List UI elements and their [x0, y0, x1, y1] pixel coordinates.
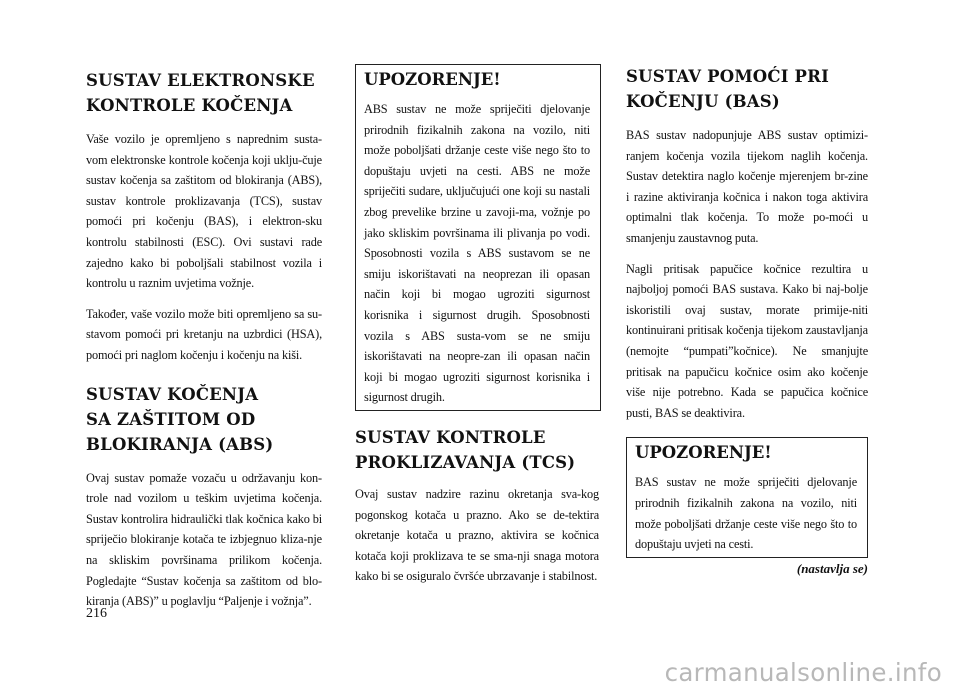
paragraph: BAS sustav nadopunjuje ABS sustav optimizi-ranjem kočenja vozila tijekom naglih kočenja. Sustav detektira naglo kočenje mjerenjem br-zine i razine aktiviranja kočnica i nakon toga aktivira optimalni tlak kočenja. To može po-moći u smanjenju zaustavnog puta. [626, 128, 868, 245]
column-left [86, 68, 322, 612]
heading-electronic-brake-control: SUSTAV ELEKTRONSKE KONTROLE KOČENJA [86, 71, 315, 115]
paragraph: Ovaj sustav pomaže vozaču u održavanju kon-trole nad vozilom u teškim uvjetima kočenja. Sustav kontrolira hidraulički tlak kočnica kako bi spriječio blokiranje kotača te izbjegnuo kliza-nje na skliskim površinama prilikom kočenja. Pogledajte “Sustav kočenja sa zaštitom od blo-kiranja (ABS)” u poglavlju “Paljenje i vožnja”. [86, 470, 322, 609]
heading-bas: SUSTAV POMOĆI PRI KOČENJU (BAS) [626, 67, 829, 111]
paragraph: Također, vaše vozilo može biti opremljeno sa su-stavom pomoći pri kretanju na uzbrdici (HSA), pomoći pri naglom kočenju i kočenju na kiši. [86, 306, 322, 362]
column-middle [355, 64, 601, 587]
heading-abs: SUSTAV KOČENJA SA ZAŠTITOM OD BLOKIRANJA (ABS) [86, 384, 274, 454]
paragraph: Vaše vozilo je opremljeno s naprednim susta-vom elektronske kontrole kočenja koji uklju-čuje sustav kočenja sa zaštitom od blokiranja (ABS), sustav kontrole proklizavanja (TCS), sustav pomoći pri kočenju (BAS), i elektron-sku kontrolu stabilnosti (ESC). Ovi sustavi rade zajedno kako bi poboljšali stabilnost vozila i kontrolu u raznim uvjetima vožnje. [86, 132, 322, 291]
warning-box-bas [626, 437, 868, 557]
continued-note: (nastavlja se) [796, 560, 868, 576]
warning-text: BAS sustav ne može spriječiti djelovanje prirodnih fizikalnih zakona na vozilo, niti može poboljšati držanje ceste više nego što to dopuštaju uvjeti na cesti. [635, 475, 857, 552]
warning-title: UPOZORENJE! [364, 70, 501, 89]
warning-title: UPOZORENJE! [635, 443, 772, 463]
paragraph: Ovaj sustav nadzire razinu okretanja sva-kog pogonskog kotača u prazno. Ako se de-tektira okretanje kotača u prazno, aktivira se kočnica kotača koji proklizava te se sma-nji snaga motora kako bi se osiguralo čvršće ubrzavanje i stabilnost. [355, 486, 599, 584]
column-right [626, 64, 868, 577]
warning-box-abs [355, 64, 601, 411]
warning-text: ABS sustav ne može spriječiti djelovanje prirodnih fizikalnih zakona na vozilo, niti može poboljšati držanje ceste više nego što to dopuštaju uvjeti na cesti. ABS ne može spriječiti sudare, uključujući one koji su nastali zbog prevelike brzine u zavoji-ma, vožnje po jako skliskim površinama ili plivanja po vodi. Sposobnosti vozila s ABS sustavom se ne smiju iskorištavati na neoprezan ili opasan način koji bi mogao ugroziti sigurnost korisnika i sigurnost drugih. Sposobnosti vozila s ABS susta-vom se ne smiju iskorištavati na neopre-zan ili opasan način koji bi mogao ugroziti sigurnost korisnika i sigurnost drugih. [364, 102, 590, 405]
watermark: carmanualsonline.info [664, 658, 942, 687]
paragraph: Nagli pritisak papučice kočnice rezultira u najboljoj pomoći BAS sustava. Kako bi naj-bolje iskoristili ovaj sustav, morate primije-niti kontinuirani pritisak kočenja tijekom zaustavljanja (nemojte “pumpati”kočnice). Ne smanjujte pritisak na papučicu kočnice osim ako kočenje više nije potrebno. Kada se papučica kočnice pusti, BAS se deaktivira. [626, 261, 868, 420]
page-number: 216 [86, 606, 107, 621]
heading-tcs: SUSTAV KONTROLE PROKLIZAVANJA (TCS) [355, 427, 576, 472]
